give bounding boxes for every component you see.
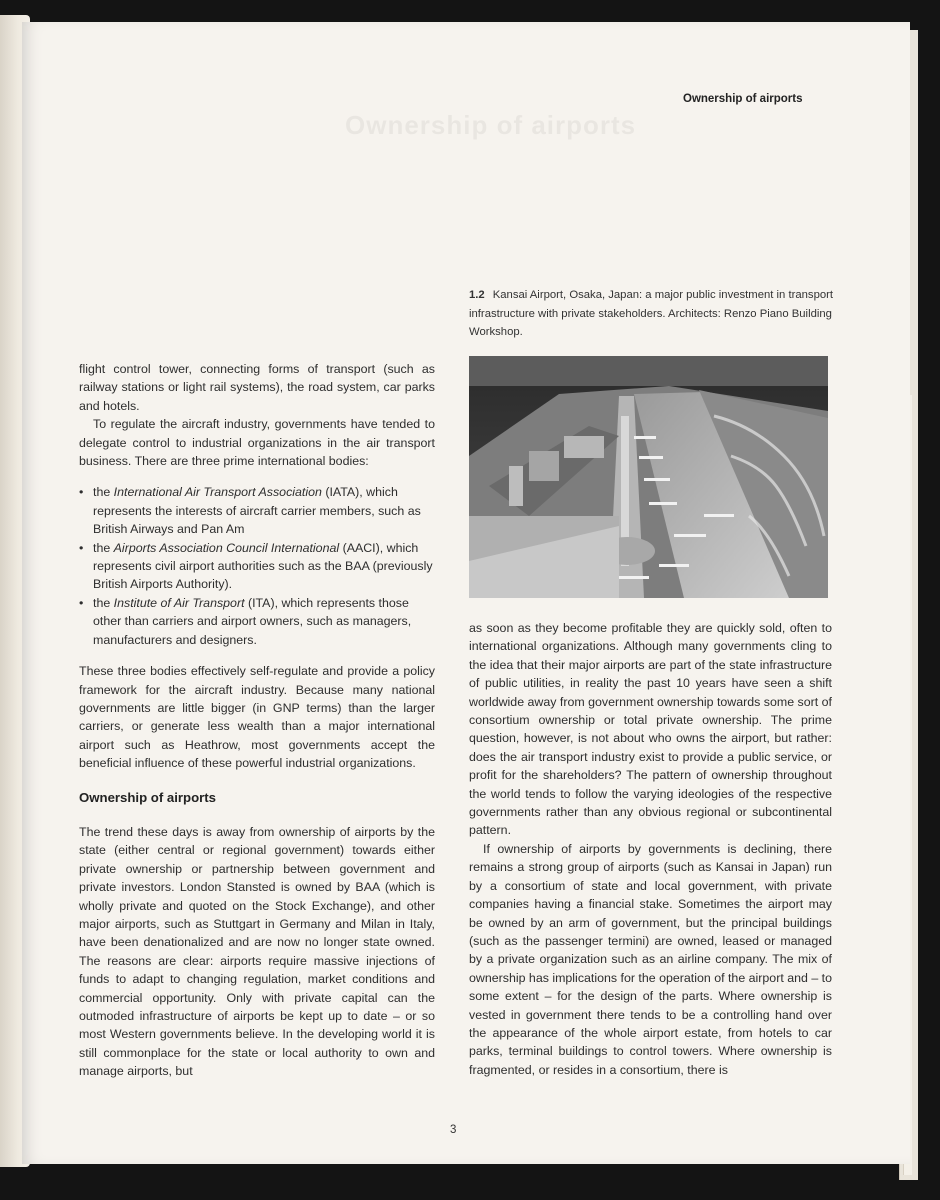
paragraph: The trend these days is away from ownership of airports by the state (either central or regional government) towards either private ownership or partnership between government and private investors. London Stansted is owned by BAA (which is wholly private and quoted on the Stock Exchange), and other major airports, such as Stuttgart in Germany and Milan in Italy, have been denationalized and are now no longer state owned. The reasons are clear: airports require massive injections of funds to adapt to changing regulation, market conditions and commercial opportunity. Only with private capital can the outmoded infrastructure of airports be kept up to date – or so most Western governments believe. In the developing world it is still commonplace for the state or local authority to own and manage airports, but [79,824,435,1079]
list-item: • the Institute of Air Transport (ITA), which represents those other than carriers and airport owners, such as managers, manufacturers and designers. [79,594,435,649]
figure-number: 1.2 [469,289,485,301]
running-head: Ownership of airports [683,93,803,105]
paragraph: These three bodies effectively self-regulate and provide a policy framework for the aircraft industry. Because many national governments are little bigger (in GNP terms) than the larger carriers, or generate less wealth than a major international airport such as Heathrow, most governments accept the beneficial influence of these powerful industrial organizations. [79,664,435,771]
list-item: • the Airports Association Council International (AACI), which represents civil airport authorities such as the BAA (previously British Airports Authority). [79,539,435,594]
paragraph: To regulate the aircraft industry, governments have tended to delegate control to industrial organizations in the air transport business. There are three prime international bodies: [79,417,435,469]
section-heading: Ownership of airports [79,789,217,805]
bullet-list [79,483,435,649]
list-item: • the International Air Transport Association (IATA), which represents the interests of aircraft carrier members, such as British Airways and Pan Am [79,483,435,538]
page-number: 3 [450,1124,457,1136]
figure-caption-text: Kansai Airport, Osaka, Japan: a major public investment in transport infrastructure with private stakeholders. Architects: Renzo Piano Building Workshop. [469,289,834,338]
right-text-column [469,619,832,1079]
left-text-column [79,360,435,1081]
figure-caption [469,286,835,342]
airport-aerial-photo [469,356,828,598]
show-through-text: Ownership of airports [345,110,637,140]
paragraph: flight control tower, connecting forms of transport (such as railway stations or light rail systems), the road system, car parks and hotels. [79,362,435,413]
paragraph: If ownership of airports by governments is declining, there remains a strong group of airports (such as Kansai in Japan) run by a consortium of state and local government, with private companies having a financial stake. Sometimes the airport may be owned by an arm of government, but the principal buildings (such as the passenger termini) are owned, leased or managed by a private organization such as an airline company. The mix of ownership has implications for the operation of the airport and – to some extent – for the design of the parts. Where ownership is vested in government there tends to be a controlling hand over the appearance of the whole airport estate, from hotels to car parks, terminal buildings to control towers. Where ownership is fragmented, or resides in a consortium, there is [469,841,832,1077]
paragraph: as soon as they become profitable they are quickly sold, often to international organizations. Although many governments cling to the idea that their major airports are part of the state infrastructure of public utilities, in reality the past 10 years have seen a shift worldwide away from government ownership towards some sort of consortium ownership or total private ownership. The prime question, however, is not about who owns the airport, but rather: does the air transport industry exist to provide a public service, or profit for the shareholders? The pattern of ownership throughout the world tends to follow the varying ideologies of the respective governments rather than any obvious regional or subcontinental pattern. [469,621,832,838]
